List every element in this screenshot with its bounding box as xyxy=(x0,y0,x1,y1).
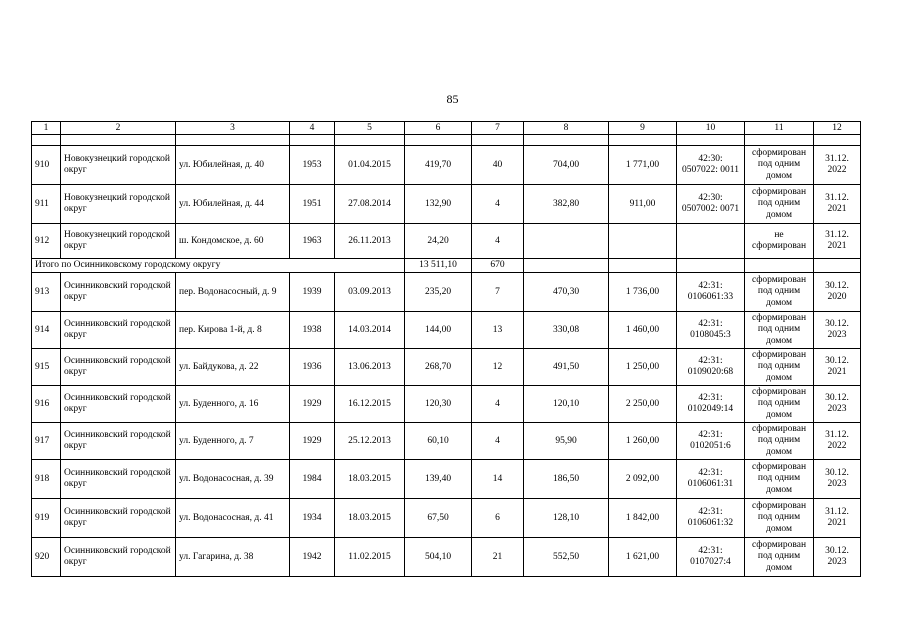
row-number: 911 xyxy=(32,185,61,224)
deadline: 31.12. 2022 xyxy=(814,423,861,460)
column-number: 4 xyxy=(290,122,335,135)
district: Осинниковский городской округ xyxy=(61,273,176,312)
value-col-9: 1 460,00 xyxy=(609,312,677,349)
area: 235,20 xyxy=(405,273,472,312)
residents: 40 xyxy=(472,146,524,185)
residents: 7 xyxy=(472,273,524,312)
land-status: сформирован под одним домом xyxy=(745,312,814,349)
value-col-9: 1 842,00 xyxy=(609,499,677,538)
value-col-8: 186,50 xyxy=(524,460,609,499)
value-col-8: 491,50 xyxy=(524,349,609,386)
row-number: 912 xyxy=(32,224,61,259)
build-year: 1939 xyxy=(290,273,335,312)
cadastral-number: 42:31: 0102049:14 xyxy=(677,386,745,423)
value-col-9 xyxy=(609,224,677,259)
cadastral-number: 42:31: 0109020:68 xyxy=(677,349,745,386)
land-status: сформирован под одним домом xyxy=(745,146,814,185)
area: 268,70 xyxy=(405,349,472,386)
subtotal-row xyxy=(32,259,861,273)
row-number: 914 xyxy=(32,312,61,349)
table-row xyxy=(32,146,861,185)
row-number: 918 xyxy=(32,460,61,499)
cadastral-number: 42:31: 0106061:33 xyxy=(677,273,745,312)
housing-registry-table xyxy=(31,121,861,577)
deadline: 31.12. 2021 xyxy=(814,185,861,224)
build-year: 1942 xyxy=(290,538,335,577)
subtotal-residents: 670 xyxy=(472,259,524,273)
date: 18.03.2015 xyxy=(335,460,405,499)
table-row xyxy=(32,312,861,349)
cadastral-number xyxy=(677,224,745,259)
address: ул. Юбилейная, д. 44 xyxy=(176,185,290,224)
row-number: 910 xyxy=(32,146,61,185)
build-year: 1929 xyxy=(290,423,335,460)
row-number: 915 xyxy=(32,349,61,386)
table-row xyxy=(32,224,861,259)
date: 14.03.2014 xyxy=(335,312,405,349)
cadastral-number: 42:31: 0108045:3 xyxy=(677,312,745,349)
column-number: 7 xyxy=(472,122,524,135)
row-number: 913 xyxy=(32,273,61,312)
district: Осинниковский городской округ xyxy=(61,423,176,460)
deadline: 30.12. 2023 xyxy=(814,386,861,423)
deadline: 30.12. 2023 xyxy=(814,312,861,349)
value-col-8: 552,50 xyxy=(524,538,609,577)
column-number: 9 xyxy=(609,122,677,135)
district: Новокузнецкий городской округ xyxy=(61,224,176,259)
date: 13.06.2013 xyxy=(335,349,405,386)
column-number: 11 xyxy=(745,122,814,135)
deadline: 30.12. 2020 xyxy=(814,273,861,312)
row-number: 920 xyxy=(32,538,61,577)
build-year: 1984 xyxy=(290,460,335,499)
subtotal-label: Итого по Осинниковскому городскому округу xyxy=(32,259,405,273)
value-col-9: 1 621,00 xyxy=(609,538,677,577)
table-row xyxy=(32,349,861,386)
table-row xyxy=(32,460,861,499)
residents: 14 xyxy=(472,460,524,499)
address: ул. Гагарина, д. 38 xyxy=(176,538,290,577)
row-number: 919 xyxy=(32,499,61,538)
district: Осинниковский городской округ xyxy=(61,312,176,349)
address: ул. Водонасосная, д. 39 xyxy=(176,460,290,499)
table-row xyxy=(32,185,861,224)
land-status: сформирован под одним домом xyxy=(745,538,814,577)
address: пер. Водонасосный, д. 9 xyxy=(176,273,290,312)
date: 27.08.2014 xyxy=(335,185,405,224)
area: 67,50 xyxy=(405,499,472,538)
spacer-row xyxy=(32,135,861,146)
cadastral-number: 42:31: 0106061:31 xyxy=(677,460,745,499)
address: пер. Кирова 1-й, д. 8 xyxy=(176,312,290,349)
build-year: 1936 xyxy=(290,349,335,386)
date: 03.09.2013 xyxy=(335,273,405,312)
residents: 13 xyxy=(472,312,524,349)
address: ш. Кондомское, д. 60 xyxy=(176,224,290,259)
value-col-9: 2 250,00 xyxy=(609,386,677,423)
land-status: сформирован под одним домом xyxy=(745,185,814,224)
table-row xyxy=(32,386,861,423)
district: Осинниковский городской округ xyxy=(61,349,176,386)
table-row xyxy=(32,423,861,460)
address: ул. Буденного, д. 7 xyxy=(176,423,290,460)
address: ул. Водонасосная, д. 41 xyxy=(176,499,290,538)
table-row xyxy=(32,499,861,538)
residents: 4 xyxy=(472,224,524,259)
build-year: 1938 xyxy=(290,312,335,349)
build-year: 1929 xyxy=(290,386,335,423)
cadastral-number: 42:30: 0507002: 0071 xyxy=(677,185,745,224)
value-col-9: 2 092,00 xyxy=(609,460,677,499)
area: 419,70 xyxy=(405,146,472,185)
column-number: 3 xyxy=(176,122,290,135)
land-status: сформирован под одним домом xyxy=(745,273,814,312)
district: Осинниковский городской округ xyxy=(61,538,176,577)
table-row xyxy=(32,273,861,312)
residents: 4 xyxy=(472,185,524,224)
area: 139,40 xyxy=(405,460,472,499)
district: Новокузнецкий городской округ xyxy=(61,146,176,185)
district: Новокузнецкий городской округ xyxy=(61,185,176,224)
land-status: сформирован под одним домом xyxy=(745,349,814,386)
date: 16.12.2015 xyxy=(335,386,405,423)
area: 60,10 xyxy=(405,423,472,460)
build-year: 1934 xyxy=(290,499,335,538)
district: Осинниковский городской округ xyxy=(61,386,176,423)
column-number-row xyxy=(32,122,861,135)
value-col-9: 1 771,00 xyxy=(609,146,677,185)
residents: 4 xyxy=(472,423,524,460)
value-col-8 xyxy=(524,224,609,259)
deadline: 31.12. 2021 xyxy=(814,499,861,538)
column-number: 8 xyxy=(524,122,609,135)
date: 25.12.2013 xyxy=(335,423,405,460)
residents: 6 xyxy=(472,499,524,538)
land-status: не сформирован xyxy=(745,224,814,259)
column-number: 12 xyxy=(814,122,861,135)
row-number: 916 xyxy=(32,386,61,423)
cadastral-number: 42:30: 0507022: 0011 xyxy=(677,146,745,185)
date: 26.11.2013 xyxy=(335,224,405,259)
area: 144,00 xyxy=(405,312,472,349)
district: Осинниковский городской округ xyxy=(61,460,176,499)
value-col-9: 1 250,00 xyxy=(609,349,677,386)
column-number: 10 xyxy=(677,122,745,135)
area: 504,10 xyxy=(405,538,472,577)
land-status: сформирован под одним домом xyxy=(745,499,814,538)
page-number: 85 xyxy=(446,92,459,106)
address: ул. Юбилейная, д. 40 xyxy=(176,146,290,185)
column-number: 6 xyxy=(405,122,472,135)
deadline: 30.12. 2023 xyxy=(814,538,861,577)
land-status: сформирован под одним домом xyxy=(745,423,814,460)
date: 18.03.2015 xyxy=(335,499,405,538)
residents: 4 xyxy=(472,386,524,423)
land-status: сформирован под одним домом xyxy=(745,460,814,499)
value-col-8: 330,08 xyxy=(524,312,609,349)
value-col-8: 128,10 xyxy=(524,499,609,538)
deadline: 30.12. 2021 xyxy=(814,349,861,386)
subtotal-area: 13 511,10 xyxy=(405,259,472,273)
date: 11.02.2015 xyxy=(335,538,405,577)
area: 132,90 xyxy=(405,185,472,224)
residents: 12 xyxy=(472,349,524,386)
address: ул. Буденного, д. 16 xyxy=(176,386,290,423)
date: 01.04.2015 xyxy=(335,146,405,185)
land-status: сформирован под одним домом xyxy=(745,386,814,423)
cadastral-number: 42:31: 0107027:4 xyxy=(677,538,745,577)
build-year: 1953 xyxy=(290,146,335,185)
area: 24,20 xyxy=(405,224,472,259)
address: ул. Байдукова, д. 22 xyxy=(176,349,290,386)
cadastral-number: 42:31: 0106061:32 xyxy=(677,499,745,538)
district: Осинниковский городской округ xyxy=(61,499,176,538)
deadline: 31.12. 2021 xyxy=(814,224,861,259)
column-number: 5 xyxy=(335,122,405,135)
column-number: 2 xyxy=(61,122,176,135)
value-col-9: 1 260,00 xyxy=(609,423,677,460)
residents: 21 xyxy=(472,538,524,577)
cadastral-number: 42:31: 0102051:6 xyxy=(677,423,745,460)
value-col-9: 911,00 xyxy=(609,185,677,224)
value-col-8: 95,90 xyxy=(524,423,609,460)
value-col-8: 470,30 xyxy=(524,273,609,312)
area: 120,30 xyxy=(405,386,472,423)
value-col-8: 382,80 xyxy=(524,185,609,224)
value-col-8: 704,00 xyxy=(524,146,609,185)
column-number: 1 xyxy=(32,122,61,135)
table-row xyxy=(32,538,861,577)
deadline: 31.12. 2022 xyxy=(814,146,861,185)
value-col-8: 120,10 xyxy=(524,386,609,423)
row-number: 917 xyxy=(32,423,61,460)
deadline: 30.12. 2023 xyxy=(814,460,861,499)
build-year: 1951 xyxy=(290,185,335,224)
build-year: 1963 xyxy=(290,224,335,259)
value-col-9: 1 736,00 xyxy=(609,273,677,312)
